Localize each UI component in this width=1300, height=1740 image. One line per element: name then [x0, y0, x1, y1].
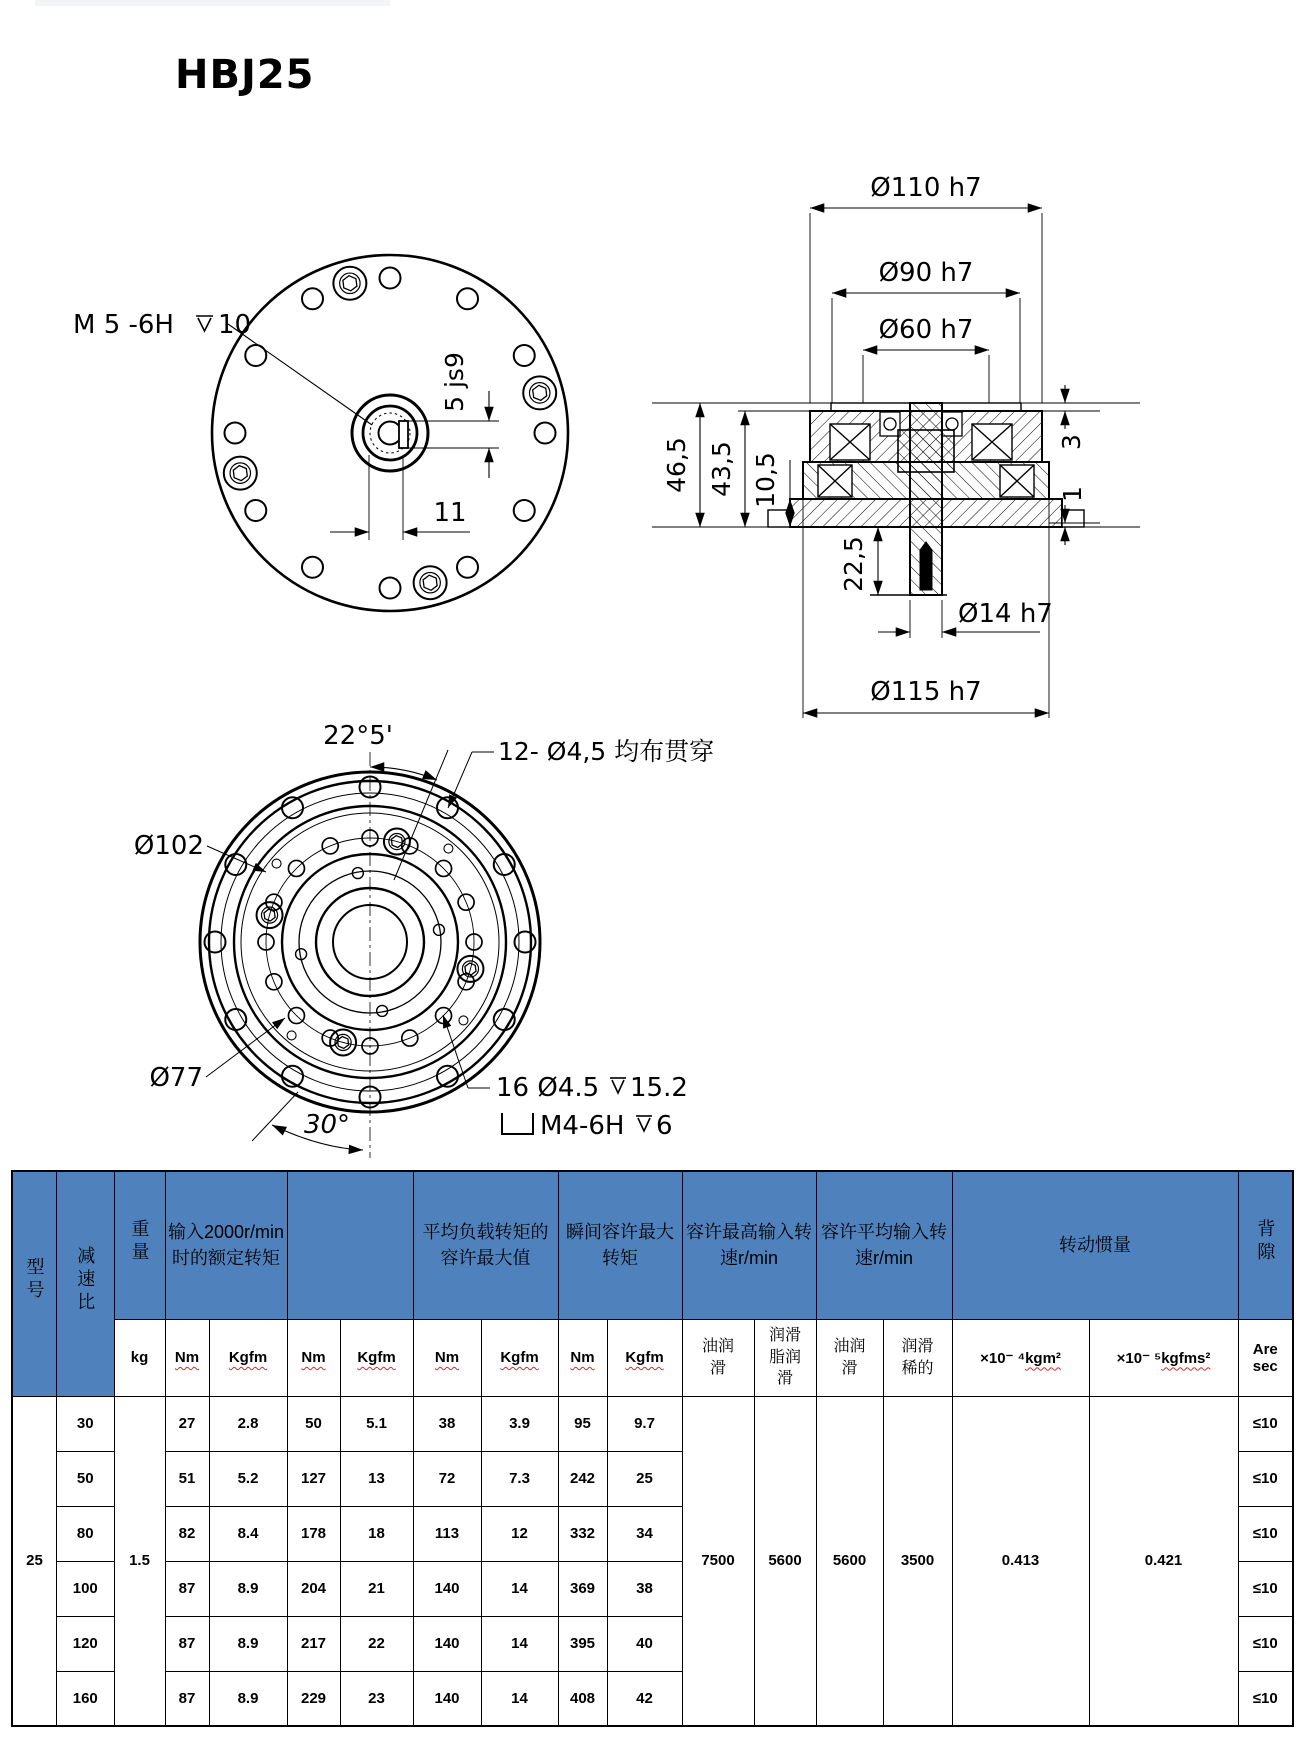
header-rated-torque: 输入2000r/min时的额定转矩: [165, 1171, 287, 1319]
height435-label: 43,5: [707, 441, 736, 497]
dia77-label: Ø77: [149, 1063, 203, 1093]
front-view-bolt-holes: [224, 267, 556, 599]
angle30-label: 30°: [303, 1110, 351, 1140]
cell-value: 242: [558, 1451, 607, 1506]
cell-value: 140: [413, 1671, 481, 1726]
cell-ratio: 160: [57, 1671, 115, 1726]
height105-label: 10,5: [751, 452, 780, 508]
front-view-circles: [212, 255, 568, 611]
shaft-key: [920, 542, 932, 590]
unit-kg: kg: [114, 1319, 165, 1396]
unit-arcsec: Are sec: [1238, 1319, 1293, 1396]
cell-value: 27: [165, 1396, 209, 1451]
depth-symbol: [610, 1078, 626, 1093]
shaft225-label: 22,5: [839, 536, 868, 592]
cell-value: 7.3: [481, 1451, 558, 1506]
cell-value: 113: [413, 1506, 481, 1561]
cell-value: 38: [607, 1561, 682, 1616]
cell-backlash: ≤10: [1238, 1396, 1293, 1451]
cell-value: 18: [340, 1506, 413, 1561]
cell-value: 204: [287, 1561, 340, 1616]
cell-thin-oil-speed: 3500: [883, 1396, 952, 1726]
cell-value: 12: [481, 1506, 558, 1561]
cell-value: 2.8: [209, 1396, 287, 1451]
cell-value: 87: [165, 1561, 209, 1616]
thread-callout: M 5 -6H: [73, 310, 174, 340]
dia14-label: Ø14 h7: [958, 599, 1053, 629]
dia102-label: Ø102: [133, 831, 204, 861]
cell-value: 21: [340, 1561, 413, 1616]
cell-value: 8.4: [209, 1506, 287, 1561]
cell-value: 40: [607, 1616, 682, 1671]
cell-value: 25: [607, 1451, 682, 1506]
cell-value: 82: [165, 1506, 209, 1561]
dia110-label: Ø110 h7: [870, 173, 982, 203]
unit-inertia-si: ×10⁻ ⁴kgm²: [952, 1319, 1089, 1396]
cell-backlash: ≤10: [1238, 1506, 1293, 1561]
cell-backlash: ≤10: [1238, 1451, 1293, 1506]
header-peak-torque: [287, 1171, 413, 1319]
cell-ratio: 100: [57, 1561, 115, 1616]
cell-value: 140: [413, 1616, 481, 1671]
cell-value: 178: [287, 1506, 340, 1561]
height465-label: 46,5: [662, 437, 691, 493]
cell-value: 332: [558, 1506, 607, 1561]
cell-inertia-kgf: 0.421: [1089, 1396, 1238, 1726]
cell-value: 22: [340, 1616, 413, 1671]
header-ratio: 减速比: [57, 1171, 115, 1396]
cell-model: 25: [12, 1396, 57, 1726]
cell-value: 369: [558, 1561, 607, 1616]
unit-kgfm: Kgfm: [481, 1319, 558, 1396]
depth-symbol: [196, 316, 213, 331]
spec-table: [11, 1170, 1294, 1727]
cell-backlash: ≤10: [1238, 1616, 1293, 1671]
header-max-input-speed: 容许最高输入转速r/min: [682, 1171, 816, 1319]
cell-value: 408: [558, 1671, 607, 1726]
back-view: [134, 721, 714, 1158]
unit-thin-oil: 润滑稀的: [883, 1319, 952, 1396]
cell-ratio: 120: [57, 1616, 115, 1671]
unit-nm: Nm: [165, 1319, 209, 1396]
depth-symbol: [636, 1116, 652, 1131]
header-max-torque: 瞬间容许最大转矩: [558, 1171, 682, 1319]
cell-avg-oil-speed: 5600: [816, 1396, 883, 1726]
cell-value: 3.9: [481, 1396, 558, 1451]
holes16-depth-value: 15.2: [630, 1073, 688, 1103]
left-foot: [768, 510, 790, 527]
cell-value: 87: [165, 1616, 209, 1671]
cell-ratio: 80: [57, 1506, 115, 1561]
cell-inertia-si: 0.413: [952, 1396, 1089, 1726]
unit-nm: Nm: [558, 1319, 607, 1396]
header-model: 型号: [12, 1171, 57, 1396]
header-avg-torque: 平均负载转矩的容许最大值: [413, 1171, 558, 1319]
step1-label: 1: [1058, 486, 1087, 502]
cell-value: 8.9: [209, 1616, 287, 1671]
cell-ratio: 50: [57, 1451, 115, 1506]
keyway: [399, 421, 408, 448]
unit-oil-lube: 油润滑: [816, 1319, 883, 1396]
front-view: [73, 255, 568, 611]
unit-oil-lube: 油润滑: [682, 1319, 754, 1396]
tap-label: M4-6H: [540, 1111, 625, 1141]
header-inertia: 转动惯量: [952, 1171, 1238, 1319]
table-header-row: [12, 1171, 1293, 1319]
step3-label: 3: [1057, 434, 1086, 450]
unit-nm: Nm: [413, 1319, 481, 1396]
unit-inertia-kgf: ×10⁻ ⁵kgfms²: [1089, 1319, 1238, 1396]
cell-value: 217: [287, 1616, 340, 1671]
unit-kgfm: Kgfm: [607, 1319, 682, 1396]
leader-line: [448, 752, 472, 808]
cell-value: 72: [413, 1451, 481, 1506]
cell-ratio: 30: [57, 1396, 115, 1451]
header-weight: 重量: [114, 1171, 165, 1319]
cell-value: 34: [607, 1506, 682, 1561]
hub-dim-label: 11: [433, 498, 467, 528]
cell-value: 42: [607, 1671, 682, 1726]
tap-depth-value: 6: [656, 1111, 673, 1141]
cell-value: 14: [481, 1561, 558, 1616]
dia60-label: Ø60 h7: [878, 315, 974, 345]
header-avg-input-speed: 容许平均输入转速r/min: [816, 1171, 952, 1319]
unit-nm: Nm: [287, 1319, 340, 1396]
cell-value: 38: [413, 1396, 481, 1451]
cell-grease-speed: 5600: [754, 1396, 816, 1726]
cell-value: 95: [558, 1396, 607, 1451]
section-view: [652, 173, 1140, 718]
cell-value: 23: [340, 1671, 413, 1726]
dia90-label: Ø90 h7: [878, 258, 974, 288]
cell-value: 87: [165, 1671, 209, 1726]
counterbore-symbol: [502, 1113, 533, 1134]
angle-label: 22°5': [323, 721, 393, 751]
holes16-label: 16 Ø4.5: [496, 1073, 600, 1103]
cell-backlash: ≤10: [1238, 1561, 1293, 1616]
cell-oil-speed: 7500: [682, 1396, 754, 1726]
cell-value: 127: [287, 1451, 340, 1506]
cell-value: 5.2: [209, 1451, 287, 1506]
cell-value: 14: [481, 1616, 558, 1671]
cell-value: 9.7: [607, 1396, 682, 1451]
cell-value: 395: [558, 1616, 607, 1671]
cell-value: 14: [481, 1671, 558, 1726]
dia115-label: Ø115 h7: [870, 677, 982, 707]
header-backlash: 背隙: [1238, 1171, 1293, 1319]
cell-backlash: ≤10: [1238, 1671, 1293, 1726]
cell-value: 5.1: [340, 1396, 413, 1451]
unit-kgfm: Kgfm: [340, 1319, 413, 1396]
page-title: HBJ25: [175, 52, 315, 98]
cell-value: 50: [287, 1396, 340, 1451]
table-row: [12, 1396, 1293, 1451]
cell-value: 140: [413, 1561, 481, 1616]
keyway-dim-label: 5 js9: [440, 352, 469, 412]
cell-value: 51: [165, 1451, 209, 1506]
leader-line: [206, 1018, 285, 1077]
unit-kgfm: Kgfm: [209, 1319, 287, 1396]
cell-value: 8.9: [209, 1561, 287, 1616]
cell-weight: 1.5: [114, 1396, 165, 1726]
table-units-row: [12, 1319, 1293, 1396]
unit-grease-lube: 润滑脂润滑: [754, 1319, 816, 1396]
cell-value: 13: [340, 1451, 413, 1506]
holes12-label: 12- Ø4,5 均布贯穿: [498, 737, 715, 766]
thread-depth-value: 10: [218, 310, 252, 340]
cell-value: 229: [287, 1671, 340, 1726]
cell-value: 8.9: [209, 1671, 287, 1726]
